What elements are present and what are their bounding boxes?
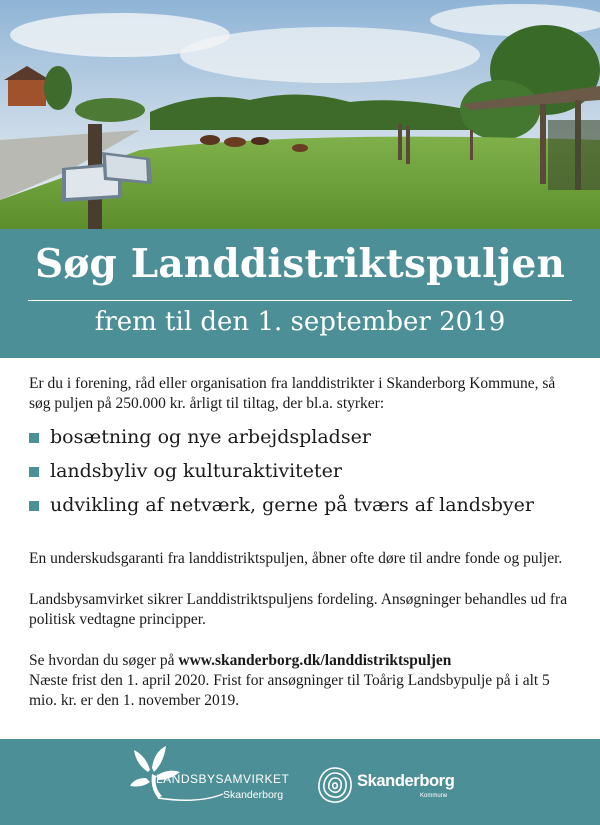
website-link[interactable]: www.skanderborg.dk/landdistriktspuljen bbox=[178, 652, 452, 669]
distribution-paragraph: Landsbysamvirket sikrer Landdistriktspuljens fordeling. Ansøgninger behandles ud fra politisk vedtagne principper. bbox=[29, 591, 568, 628]
skanderborg-logo-text: Skanderborg bbox=[357, 772, 455, 790]
body-content bbox=[29, 374, 577, 711]
page-subtitle: frem til den 1. september 2019 bbox=[94, 307, 506, 337]
page-title: Søg Landdistriktspuljen bbox=[34, 241, 566, 287]
intro-paragraph: Er du i forening, råd eller organisation fra landdistrikter i Skanderborg Kommune, så søg puljen på 250.000 kr. årligt til tiltag, der bl.a. styrker: bbox=[29, 375, 556, 412]
apply-prefix: Se hvordan du søger på bbox=[29, 652, 175, 669]
title-divider bbox=[28, 300, 572, 301]
list-item bbox=[29, 454, 577, 488]
list-item bbox=[29, 420, 577, 454]
deadline-text: Næste frist den 1. april 2020. Frist for ansøgninger til Toårig Landsbypulje på i alt 5 mio. kr. er den 1. november 2019. bbox=[29, 672, 550, 709]
list-item bbox=[29, 488, 577, 522]
square-bullet-icon bbox=[29, 433, 39, 443]
square-bullet-icon bbox=[29, 467, 39, 477]
list-item-label: bosætning og nye arbejdspladser bbox=[50, 426, 371, 448]
focus-list bbox=[29, 420, 577, 522]
skanderborg-logo-subtext: Kommune bbox=[420, 793, 448, 799]
list-item-label: udvikling af netværk, gerne på tværs af landsbyer bbox=[50, 494, 534, 516]
guarantee-paragraph: En underskudsgaranti fra landdistriktspuljen, åbner ofte døre til andre fonde og puljer. bbox=[29, 550, 563, 567]
apply-paragraph bbox=[29, 651, 577, 711]
concentric-rings-logo-icon bbox=[316, 765, 354, 805]
landsbysamvirket-logo-subtext: Skanderborg bbox=[223, 789, 284, 801]
square-bullet-icon bbox=[29, 501, 39, 511]
footer-band bbox=[0, 739, 600, 825]
landsbysamvirket-logo-text: LANDSBYSAMVIRKET bbox=[156, 772, 290, 786]
landscape-photo bbox=[0, 0, 600, 229]
list-item-label: landsbyliv og kulturaktiviteter bbox=[50, 460, 343, 482]
